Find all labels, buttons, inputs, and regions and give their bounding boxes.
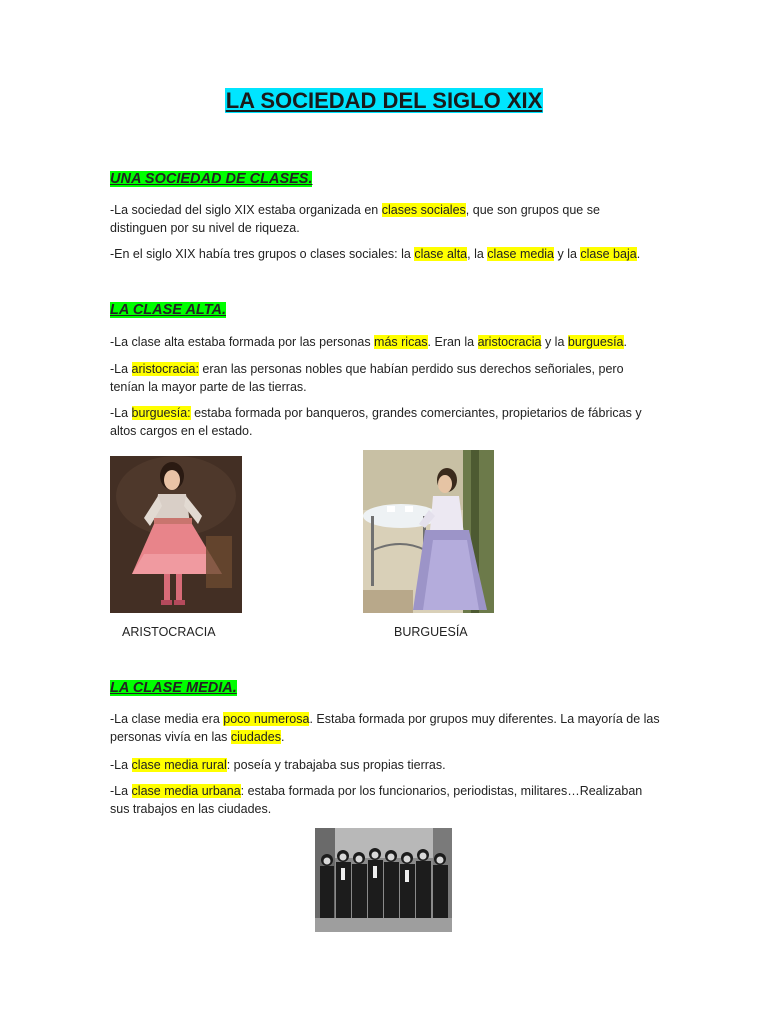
page-title bbox=[0, 88, 768, 114]
section-heading-clase-alta: LA CLASE ALTA. bbox=[110, 302, 226, 318]
highlight-clase-alta: clase alta bbox=[414, 247, 468, 261]
paragraph-clase-alta: -La clase alta estaba formada por las personas más ricas. Eran la aristocracia y la burguesía. bbox=[110, 335, 627, 349]
burguesia-painting bbox=[363, 450, 494, 613]
highlight-clase-media-urbana: clase media urbana bbox=[131, 784, 241, 798]
caption-aristocracia: ARISTOCRACIA bbox=[122, 625, 216, 639]
highlight-poco-numerosa: poco numerosa bbox=[223, 712, 310, 726]
section-heading-clases: UNA SOCIEDAD DE CLASES. bbox=[110, 171, 313, 187]
paragraph-tres-grupos: -En el siglo XIX había tres grupos o clases sociales: la clase alta, la clase media y la clase baja. bbox=[110, 247, 641, 261]
highlight-clase-baja: clase baja bbox=[580, 247, 637, 261]
aristocracia-painting bbox=[110, 456, 242, 613]
paragraph-clases-sociales: -La sociedad del siglo XIX estaba organizada en clases sociales, que son grupos que se distinguen por su nivel de riqueza. bbox=[110, 203, 600, 235]
highlight-aristocracia-def: aristocracia: bbox=[131, 362, 199, 376]
paragraph-clase-media-urbana: -La clase media urbana: estaba formada por los funcionarios, periodistas, militares…Realizaban sus trabajos en las ciudades. bbox=[110, 784, 643, 816]
highlight-aristocracia: aristocracia bbox=[477, 335, 542, 349]
paragraph-clase-media-rural: -La clase media rural: poseía y trabajaba sus propias tierras. bbox=[110, 758, 446, 772]
highlight-burguesia: burguesía bbox=[567, 335, 624, 349]
highlight-clase-media: clase media bbox=[487, 247, 554, 261]
paragraph-aristocracia: -La aristocracia: eran las personas nobles que habían perdido sus derechos señoriales, pero tenían la mayor parte de las tierras. bbox=[110, 362, 624, 394]
page-title-text: LA SOCIEDAD DEL SIGLO XIX bbox=[225, 88, 543, 113]
highlight-clases-sociales: clases sociales bbox=[381, 203, 466, 217]
highlight-ciudades: ciudades bbox=[230, 730, 281, 744]
highlight-mas-ricas: más ricas bbox=[374, 335, 428, 349]
section-heading-clase-media: LA CLASE MEDIA. bbox=[110, 680, 237, 696]
clase-media-group-photo bbox=[315, 828, 452, 932]
highlight-burguesia-def: burguesía: bbox=[131, 406, 191, 420]
highlight-clase-media-rural: clase media rural bbox=[131, 758, 227, 772]
paragraph-burguesia: -La burguesía: estaba formada por banqueros, grandes comerciantes, propietarios de fábricas y altos cargos en el estado. bbox=[110, 406, 642, 438]
paragraph-clase-media: -La clase media era poco numerosa. Estaba formada por grupos muy diferentes. La mayoría de las personas vivía en las ciudades. bbox=[110, 712, 660, 744]
caption-burguesia: BURGUESÍA bbox=[394, 625, 468, 639]
